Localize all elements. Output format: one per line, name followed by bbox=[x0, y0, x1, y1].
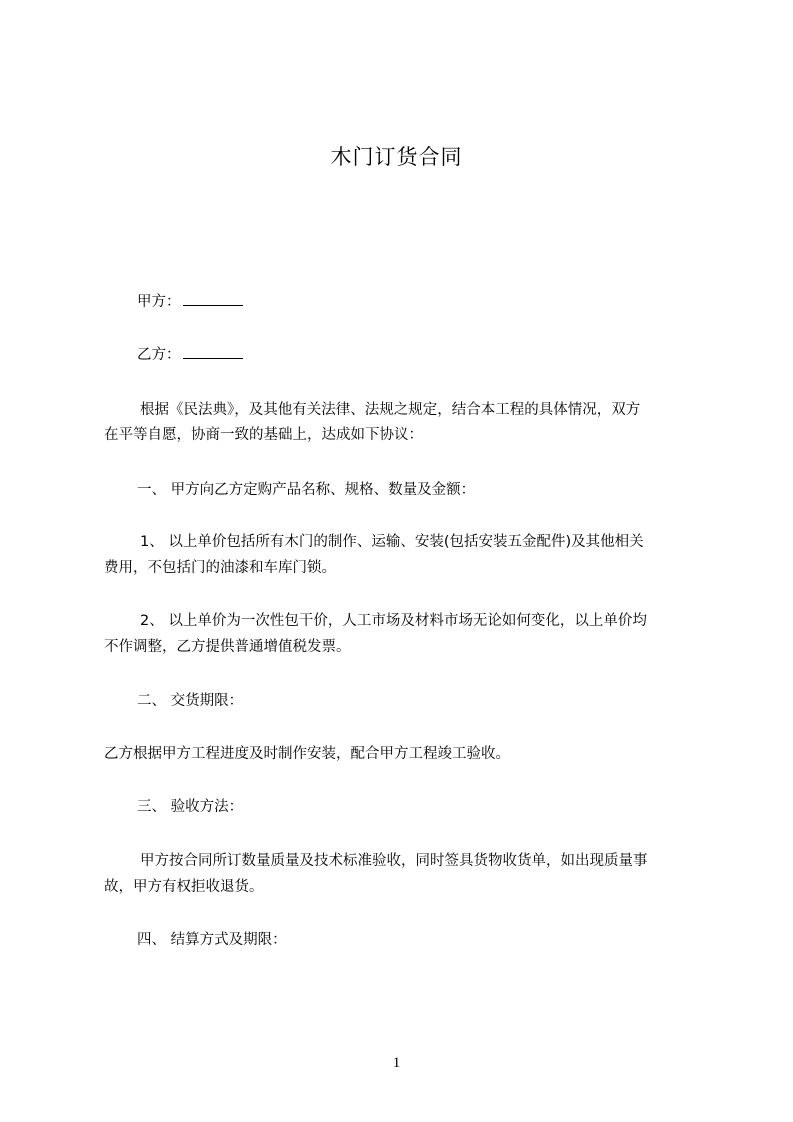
item-2-line-1: 2、 以上单价为一次性包干价，人工市场及材料市场无论如何变化，以上单价均 bbox=[140, 613, 647, 629]
item-1-line-2: 费用，不包括门的油漆和车库门锁。 bbox=[104, 560, 336, 576]
party-b-blank bbox=[183, 344, 243, 359]
page-number: 1 bbox=[392, 1055, 401, 1071]
intro-line-2: 在平等自愿，协商一致的基础上，达成如下协议： bbox=[104, 427, 423, 443]
party-b-label: 乙方： bbox=[137, 347, 181, 363]
section-3-line-1: 甲方按合同所订数量质量及技术标准验收，同时签具货物收货单，如出现质量事 bbox=[140, 853, 648, 869]
party-a-blank bbox=[183, 291, 243, 306]
item-2-line-2: 不作调整，乙方提供普通增值税发票。 bbox=[104, 639, 351, 655]
party-b-line bbox=[137, 344, 737, 365]
section-2-heading: 二、 交货期限： bbox=[137, 693, 244, 709]
intro-line-1: 根据《民法典》，及其他有关法律、法规之规定，结合本工程的具体情况，双方 bbox=[140, 402, 641, 418]
section-4-heading: 四、 结算方式及期限： bbox=[137, 932, 287, 948]
section-3-heading: 三、 验收方法： bbox=[137, 799, 244, 815]
section-1-heading: 一、 甲方向乙方定购产品名称、规格、数量及金额： bbox=[137, 482, 476, 498]
item-1-line-1: 1、 以上单价包括所有木门的制作、运输、安装(包括安装五金配件)及其他相关 bbox=[140, 534, 644, 550]
party-a-label: 甲方： bbox=[137, 294, 181, 310]
document-title: 木门订货合同 bbox=[330, 145, 463, 169]
section-2-body: 乙方根据甲方工程进度及时制作安装，配合甲方工程竣工验收。 bbox=[104, 746, 510, 762]
party-a-line bbox=[137, 291, 737, 312]
section-3-line-2: 故，甲方有权拒收退货。 bbox=[104, 879, 264, 895]
